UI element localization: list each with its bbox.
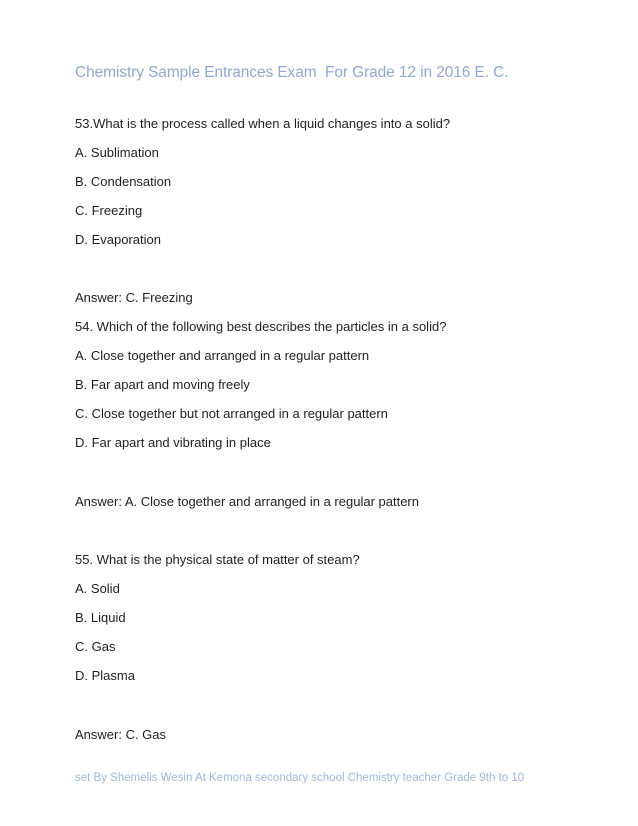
question-55: 55. What is the physical state of matter of steam? — [75, 552, 360, 567]
document-footer: set By Shemelis Wesin At Kemona secondary school Chemistry teacher Grade 9th to 10 — [75, 772, 525, 784]
question-54-option-b: B. Far apart and moving freely — [75, 377, 250, 392]
question-54-option-c: C. Close together but not arranged in a regular pattern — [75, 406, 388, 421]
question-53-option-a: A. Sublimation — [75, 145, 159, 160]
question-54-option-d: D. Far apart and vibrating in place — [75, 435, 271, 450]
question-55-option-b: B. Liquid — [75, 610, 126, 625]
question-55-option-c: C. Gas — [75, 639, 116, 654]
question-54: 54. Which of the following best describes the particles in a solid? — [75, 319, 447, 334]
document-title: Chemistry Sample Entrances Exam For Grade 12 in 2016 E. C. — [75, 64, 509, 81]
question-53-answer: Answer: C. Freezing — [75, 290, 193, 305]
question-54-answer: Answer: A. Close together and arranged in a regular pattern — [75, 494, 419, 509]
question-55-option-d: D. Plasma — [75, 668, 135, 683]
question-54-option-a: A. Close together and arranged in a regular pattern — [75, 348, 370, 363]
question-55-answer: Answer: C. Gas — [75, 727, 167, 742]
question-53-option-b: B. Condensation — [75, 174, 172, 189]
question-53-option-c: C. Freezing — [75, 203, 143, 218]
question-55-option-a: A. Solid — [75, 581, 120, 596]
question-53: 53.What is the process called when a liquid changes into a solid? — [75, 116, 451, 131]
question-53-option-d: D. Evaporation — [75, 232, 161, 247]
